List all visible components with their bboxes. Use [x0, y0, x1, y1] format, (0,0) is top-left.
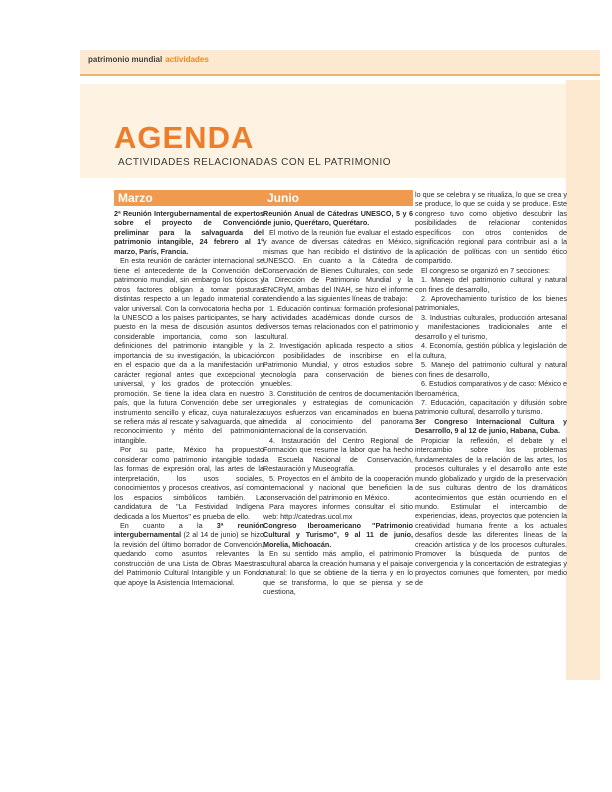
column-march: [114, 190, 264, 587]
paragraph: Propiciar la reflexión, el debate y el intercambio sobre los problemas fundamentales de la relación de las artes, los procesos culturales y el desarrollo ante este mundo globalizado y urgido de la preservación de sus culturas dentro de los dramáticos acontecimientos que están ocurriendo en el mundo. Estimular el intercambio de experiencias, ideas, proyectos que potencien la creatividad humana frente a los actuales desafíos desde las diferentes líneas de la creación artística y de los procesos culturales. Promover la búsqueda de puntos de convergencia y la concertación de estrategias y proyectos comunes que fomenten, por medio de: [415, 435, 567, 587]
event-title: Congreso Iberoamericano "Patrimonio Cultural y Turismo", 9 al 11 de junio, Morelia, Michoacán.: [263, 520, 413, 549]
paragraph: Por su parte, México ha propuesto considerar como patrimonio intangible todas las formas de expresión oral, las artes de la interpretación, los usos sociales, conocimientos y procesos creativos, así como los espacios simbólicos también. La candidatura de "La Festividad Indígena dedicada a los Muertos" es prueba de ello.: [114, 445, 264, 521]
info-link[interactable]: Para mayores informes consultar el sitio web: http://catedras.ucol.mx: [263, 502, 413, 521]
list-item: 1. Manejo del patrimonio cultural y natural con fines de desarrollo,: [415, 275, 567, 294]
running-head: [88, 55, 209, 64]
paragraph: [114, 521, 264, 587]
list-item: 2. Investigación aplicada respecto a sitios con posibilidades de inscribirse en el Patrimonio Mundial, y otros estudios sobre tecnología para conservación de bienes muebles.: [263, 341, 413, 389]
text-run-bold: 3ª reunión intergubernamental: [114, 520, 264, 540]
paragraph: El congreso se organizó en 7 secciones:: [421, 265, 551, 275]
section-name: patrimonio mundial: [88, 55, 163, 64]
text-run: En cuanto a la: [120, 520, 217, 530]
list-item: 4. Instauración del Centro Regional de Formación que resume la labor que ha hecho la Escuela Nacional de Conservación, Restauración y Museografía.: [263, 435, 413, 474]
text-run: (2 al 14 de junio) se hizo la revisión del último borrador de Convención, quedando como asuntos relevantes la construcción de una Lista de Obras Maestras del Patrimonio Cultural Intangible y un Fondo que apoye la Asistencia Internacional.: [114, 530, 264, 587]
page-subtitle: ACTIVIDADES RELACIONADAS CON EL PATRIMONIO: [118, 157, 392, 168]
list-item: 6. Estudios comparativos y de caso: México e Iberoamérica,: [415, 379, 567, 398]
section-category: actividades: [165, 55, 209, 64]
list-item: 2. Aprovechamiento turístico de los bienes patrimoniales,: [415, 293, 567, 313]
side-band: [566, 80, 600, 680]
column-june: [263, 190, 413, 597]
paragraph: lo que se celebra y se ritualiza, lo que se crea y se produce, lo que se cuida y se produce. Este congreso tuvo como objetivo descubrir las posibilidades de relacionar contenidos específicos con otros contenidos de significación regional para contribuir así a la aplicación de políticas con un sentido ético compartido.: [415, 190, 567, 266]
list-item: 5. Proyectos en el ámbito de la cooperación internacional y nacional que beneficien la conservación del patrimonio en México.: [263, 473, 413, 502]
paragraph: En esta reunión de carácter internacional se tiene el antecedente de la Convención del patrimonio mundial, sin embargo los tópicos y otros factores obligan a tomar posturas distintas respecto a un legado inmaterial con valor universal. Con la convocatoria hecha por la UNESCO a los países participantes, se han puesto en la mesa de discusión asuntos de considerable importancia, como son las definiciones del patrimonio intangible y la importancia de su investigación, la ubicación en el espacio que da a la manifestación un carácter regional antes que excepcional y universal, y los grados de protección y promoción. Se tiene la idea clara en nuestro país, que la futura Convención debe ser un instrumento sencillo y eficaz, cuya naturaleza se refiera más al rescate y salvaguarda, que al reconocimiento y mérito del patrimonio intangible.: [114, 256, 264, 445]
header-rule: [80, 74, 600, 76]
month-header-june: Junio: [263, 190, 413, 206]
paragraph: En su sentido más amplio, el patrimonio cultural abarca la creación humana y el paisaje natural: lo que se obtiene de la tierra y en lo que se transforma, lo que se piensa y se cuestiona,: [263, 549, 413, 597]
paragraph: El motivo de la reunión fue evaluar el estado y avance de diversas cátedras en México, mismas que han recibido el distintivo de la UNESCO. En cuanto a la Cátedra de Conservación de Bienes Culturales, con sede la Dirección de Patrimonio Mundial y la ENCRyM, ambas del INAH, se hizo el informe atendiendo a las siguientes líneas de trabajo:: [263, 227, 413, 304]
event-title: 2ª Reunión Intergubernamental de expertos sobre el proyecto de Convención preliminar para la salvaguarda del patrimonio intangible, 24 febrero al 1° marzo, París, Francia.: [114, 209, 264, 256]
list-item: 3. Constitución de centros de documentación regionales y estrategias de comunicación cuyos esfuerzos van encaminados en buena medida al conocimiento del panorama internacional de la conservación.: [263, 388, 413, 436]
list-item: 7. Educación, capacitación y difusión sobre patrimonio cultural, desarrollo y turismo.: [415, 397, 567, 417]
list-item: 5. Manejo del patrimonio cultural y natural con fines de desarrollo,: [415, 360, 567, 379]
column-continued: [415, 190, 567, 587]
list-item: 1. Educación continua: formación profesional y actividades académicas donde cursos de diversos temas relacionados con el patrimonio cultural.: [263, 303, 413, 341]
page-title: AGENDA: [114, 120, 255, 155]
event-title: Reunión Anual de Cátedras UNESCO, 5 y 6 de junio, Querétaro, Querétaro.: [263, 209, 413, 228]
month-header-march: Marzo: [114, 190, 264, 206]
event-title: 3er Congreso Internacional Cultura y Desarrollo, 9 al 12 de junio, Habana, Cuba.: [415, 416, 567, 436]
list-item: 4. Economía, gestión pública y legislación de la cultura,: [415, 341, 567, 360]
list-item: 3. Industrias culturales, producción artesanal y manifestaciones tradicionales ante el desarrollo y el turismo,: [415, 312, 567, 341]
